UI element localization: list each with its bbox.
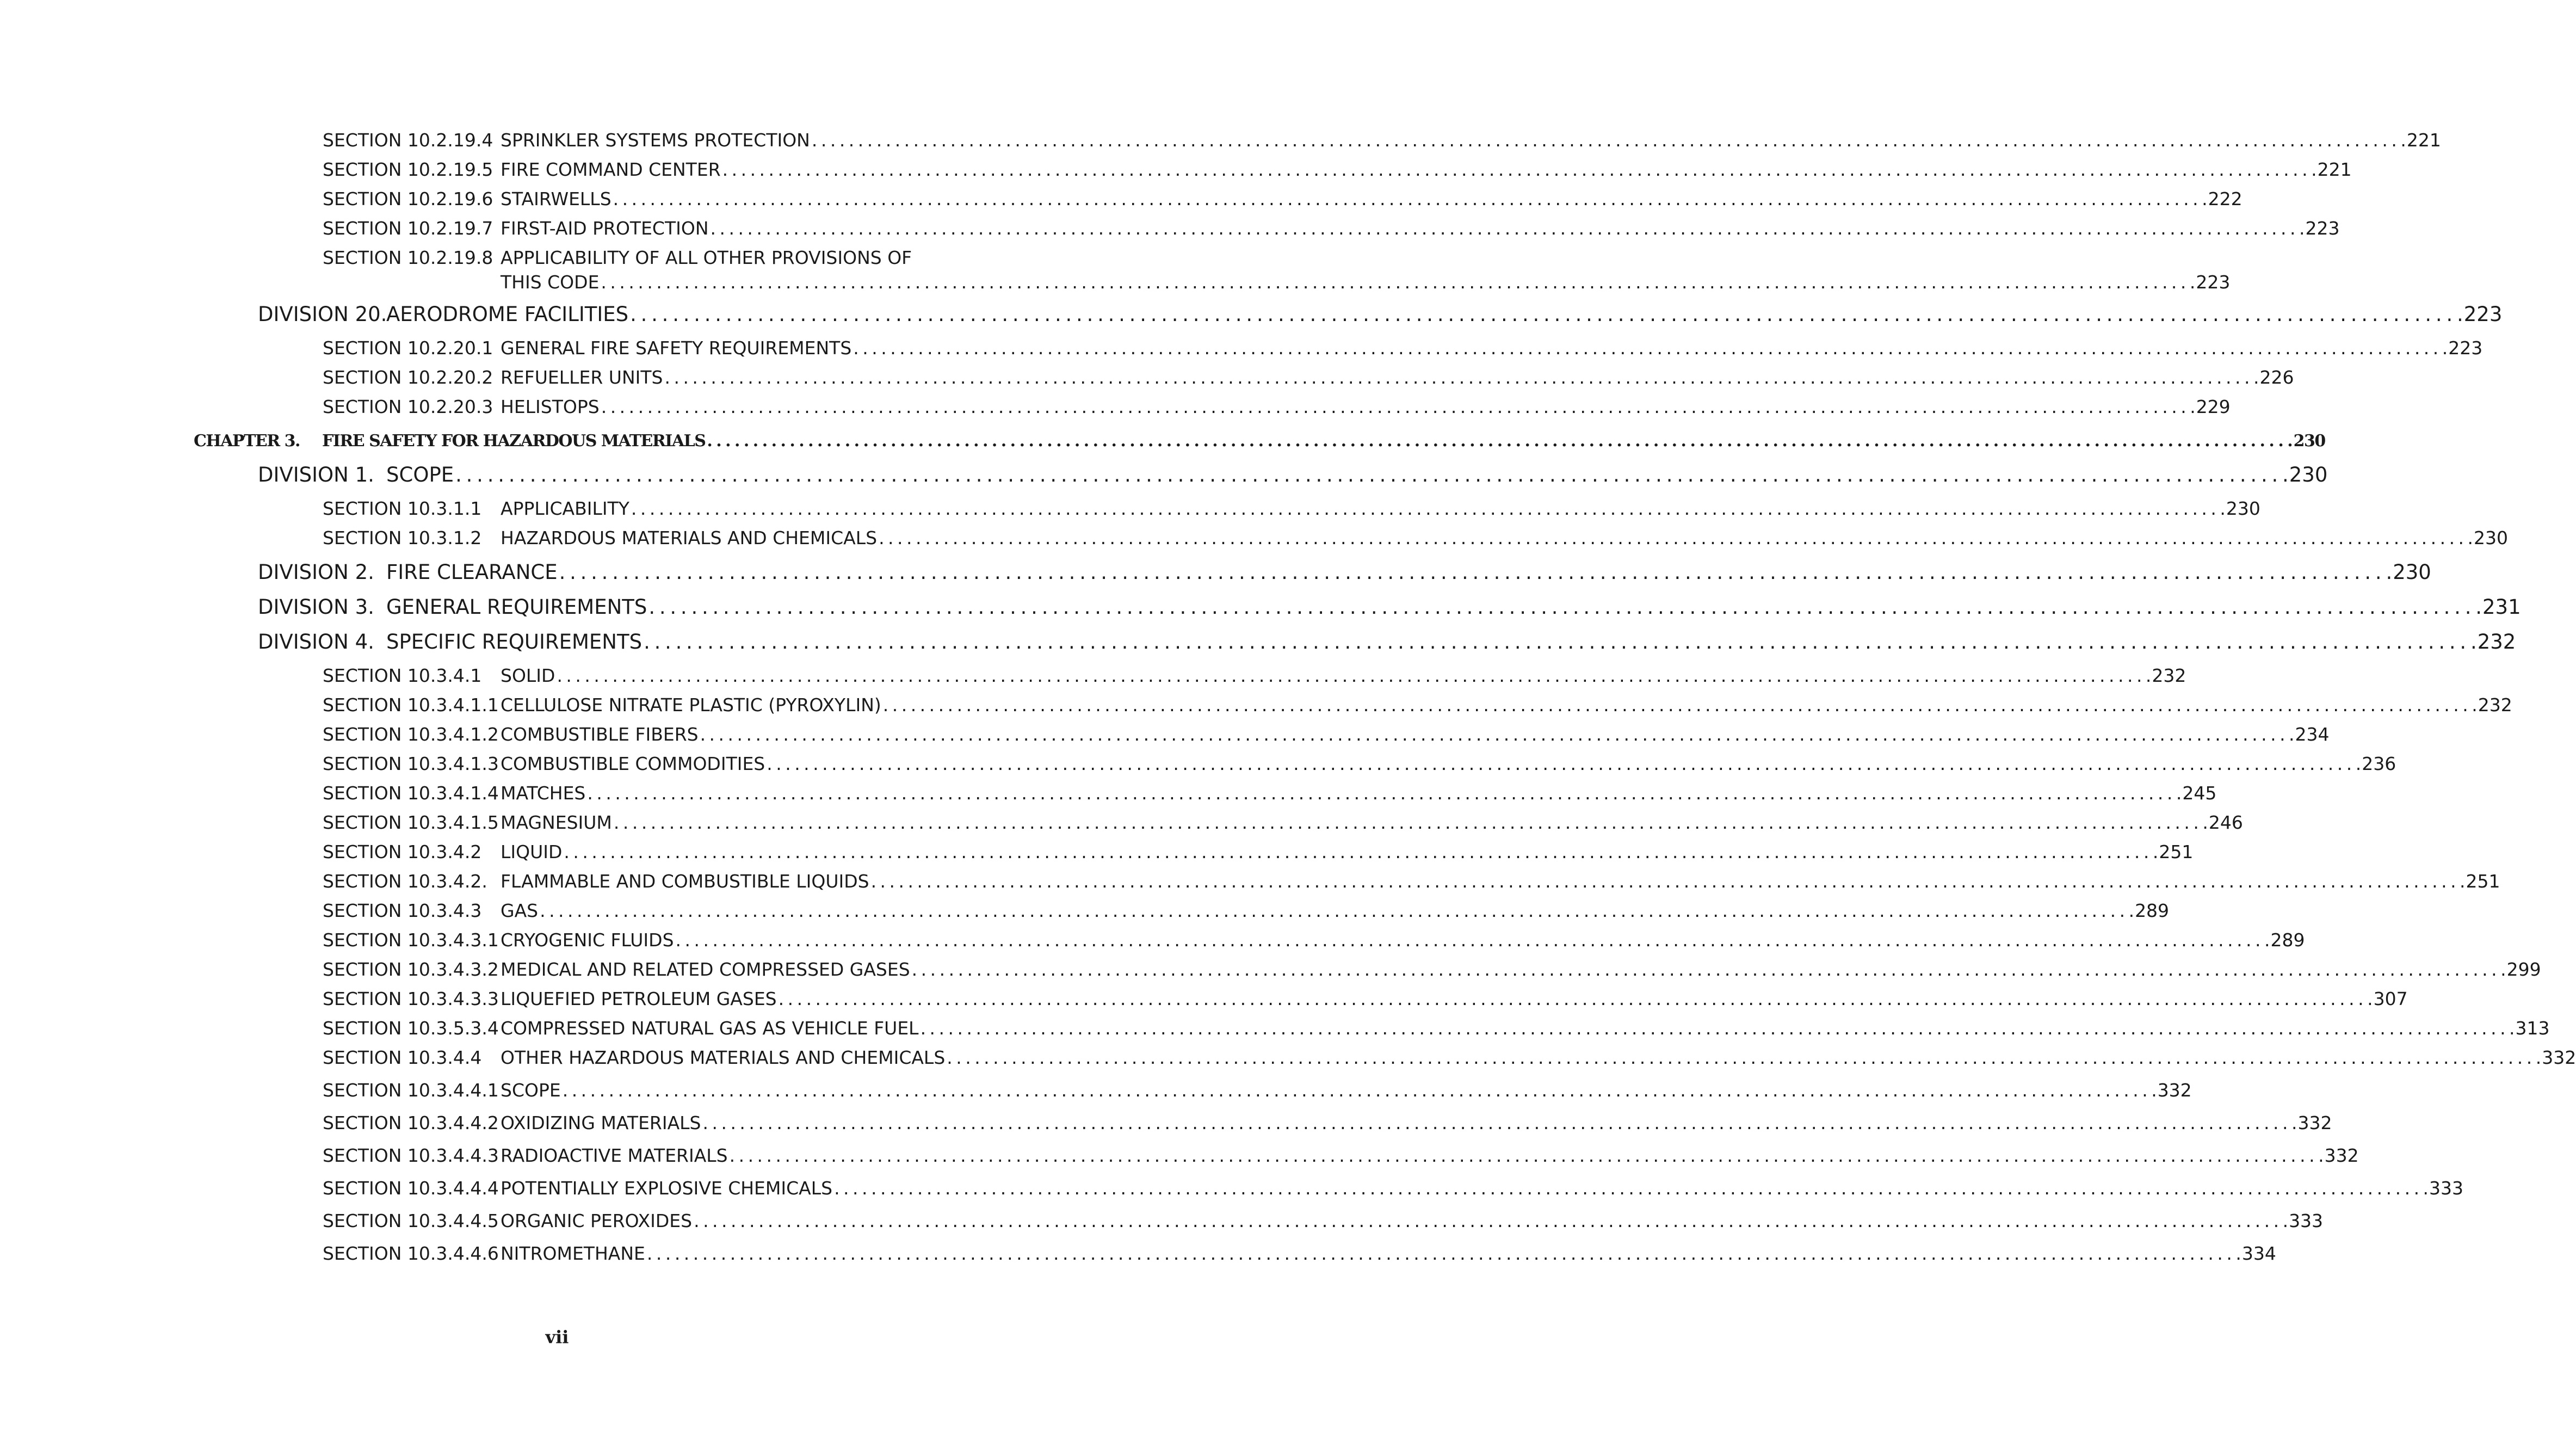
entry-number: SECTION 10.3.4.4.5 (323, 1210, 499, 1231)
entry-number: SECTION 10.2.20.2 (323, 367, 493, 388)
toc-entry-section (323, 218, 2340, 239)
entry-title: OXIDIZING MATERIALS (501, 1112, 701, 1133)
entry-page: 307 (2373, 988, 2408, 1009)
entry-title: COMBUSTIBLE COMMODITIES (501, 753, 765, 774)
entry-title: HELISTOPS (501, 396, 600, 417)
entry-page: 332 (2297, 1112, 2332, 1133)
toc-entry-section (323, 929, 2305, 951)
toc-entry-section (323, 959, 2541, 980)
entry-title: STAIRWELLS (501, 188, 611, 209)
dot-leader (613, 188, 2207, 209)
entry-number: SECTION 10.2.19.7 (323, 218, 493, 239)
toc-entry-section (323, 130, 2441, 151)
entry-page: 334 (2241, 1243, 2276, 1264)
dot-leader (455, 463, 2288, 486)
entry-number: SECTION 10.3.1.2 (323, 527, 482, 549)
toc-entry-section (323, 337, 2483, 359)
entry-page: 236 (2362, 753, 2396, 774)
entry-number: CHAPTER 3. (194, 432, 300, 451)
entry-title: APPLICABILITY (501, 498, 629, 519)
entry-title: ORGANIC PEROXIDES (501, 1210, 693, 1231)
entry-number: SECTION 10.3.4.3.3 (323, 988, 499, 1009)
entry-page: 223 (2196, 272, 2231, 293)
toc-entry-section (323, 1018, 2550, 1039)
dot-leader (722, 159, 2316, 180)
dot-leader (912, 959, 2505, 980)
toc-entry-section (323, 498, 2260, 519)
entry-number: SECTION 10.2.20.3 (323, 396, 493, 417)
toc-entry-division (258, 463, 2328, 486)
toc-entry-section (323, 247, 2231, 293)
dot-leader (700, 724, 2294, 745)
entry-title: FIRST-AID PROTECTION (501, 218, 709, 239)
dot-leader (879, 527, 2472, 549)
entry-number: SECTION 10.3.4.1.5 (323, 812, 499, 833)
toc-entry-section (323, 665, 2186, 686)
entry-number: SECTION 10.2.19.4 (323, 130, 493, 151)
entry-page: 332 (2157, 1080, 2192, 1101)
entry-number: SECTION 10.3.4.1.3 (323, 753, 499, 774)
entry-title: FIRE SAFETY FOR HAZARDOUS MATERIALS (322, 432, 706, 451)
toc-entry-section (323, 396, 2231, 417)
entry-title: SPECIFIC REQUIREMENTS (386, 630, 643, 654)
dot-leader (563, 1080, 2156, 1101)
entry-title: AERODROME FACILITIES (386, 303, 629, 326)
toc-entry-chapter (194, 432, 2325, 451)
entry-number: SECTION 10.2.20.1 (323, 337, 493, 359)
entry-page: 229 (2196, 396, 2231, 417)
toc-entry-section (323, 841, 2194, 862)
entry-page: 332 (2324, 1145, 2359, 1166)
entry-number: SECTION 10.3.4.3 (323, 900, 482, 921)
entry-page: 299 (2506, 959, 2541, 980)
entry-page: 234 (2295, 724, 2330, 745)
dot-leader (557, 665, 2150, 686)
entry-title: COMBUSTIBLE FIBERS (501, 724, 699, 745)
entry-page: 333 (2429, 1178, 2464, 1199)
dot-leader (630, 303, 2462, 326)
entry-title: LIQUEFIED PETROLEUM GASES (501, 988, 777, 1009)
entry-page: 223 (2463, 303, 2503, 326)
dot-leader (694, 1210, 2287, 1231)
entry-title: GENERAL REQUIREMENTS (386, 595, 647, 619)
entry-number: SECTION 10.3.4.1.1 (323, 694, 499, 716)
entry-number: SECTION 10.3.4.1.4 (323, 782, 499, 804)
toc-entry-division (258, 303, 2503, 326)
dot-leader (703, 1112, 2296, 1133)
entry-number: SECTION 10.3.4.4 (323, 1047, 482, 1068)
entry-title: FLAMMABLE AND COMBUSTIBLE LIQUIDS (501, 871, 869, 892)
entry-title-line1: APPLICABILITY OF ALL OTHER PROVISIONS OF (501, 247, 912, 268)
entry-title: RADIOACTIVE MATERIALS (501, 1145, 728, 1166)
toc-entry-section (323, 1145, 2359, 1166)
entry-number: DIVISION 2. (258, 560, 374, 584)
dot-leader (564, 841, 2157, 862)
entry-title: HAZARDOUS MATERIALS AND CHEMICALS (501, 527, 878, 549)
entry-page: 230 (2226, 498, 2260, 519)
entry-page: 289 (2270, 929, 2305, 951)
entry-title: SOLID (501, 665, 555, 686)
toc-entry-section (323, 871, 2500, 892)
entry-title: MEDICAL AND RELATED COMPRESSED GASES (501, 959, 910, 980)
entry-title: MAGNESIUM (501, 812, 612, 833)
entry-title: CELLULOSE NITRATE PLASTIC (PYROXYLIN) (501, 694, 881, 716)
entry-page: 251 (2466, 871, 2500, 892)
entry-page: 230 (2293, 432, 2325, 451)
entry-page: 230 (2474, 527, 2509, 549)
entry-title: POTENTIALLY EXPLOSIVE CHEMICALS (501, 1178, 833, 1199)
entry-number: SECTION 10.3.5.3.4 (323, 1018, 499, 1039)
toc-entry-section (323, 988, 2408, 1009)
dot-leader (853, 337, 2447, 359)
toc-entry-section (323, 753, 2396, 774)
entry-title: NITROMETHANE (501, 1243, 645, 1264)
dot-leader (587, 782, 2180, 804)
entry-page: 251 (2159, 841, 2194, 862)
entry-page: 221 (2317, 159, 2352, 180)
entry-title: OTHER HAZARDOUS MATERIALS AND CHEMICALS (501, 1047, 946, 1068)
dot-leader (647, 1243, 2240, 1264)
toc-entry-section (323, 159, 2352, 180)
dot-leader (947, 1047, 2540, 1068)
entry-title: SPRINKLER SYSTEMS PROTECTION (501, 130, 810, 151)
entry-number: SECTION 10.2.19.8 (323, 247, 493, 268)
dot-leader (921, 1018, 2514, 1039)
toc-entry-section (323, 527, 2509, 549)
dot-leader (676, 929, 2269, 951)
dot-leader (707, 432, 2291, 451)
dot-leader (883, 694, 2476, 716)
entry-page: 246 (2208, 812, 2243, 833)
entry-page: 245 (2182, 782, 2217, 804)
dot-leader (834, 1178, 2427, 1199)
entry-page: 232 (2152, 665, 2186, 686)
entry-page: 289 (2135, 900, 2170, 921)
toc-entry-section (323, 724, 2330, 745)
page-number: vii (545, 1327, 569, 1347)
toc-entry-section (323, 188, 2243, 209)
entry-title: GAS (501, 900, 539, 921)
entry-title: SCOPE (501, 1080, 561, 1101)
dot-leader (711, 218, 2304, 239)
entry-page: 231 (2482, 595, 2521, 619)
dot-leader (631, 498, 2225, 519)
entry-number: SECTION 10.3.1.1 (323, 498, 482, 519)
dot-leader (767, 753, 2360, 774)
toc-entry-division (258, 595, 2521, 619)
dot-leader (601, 272, 2194, 293)
toc-entry-section (323, 1178, 2464, 1199)
dot-leader (812, 130, 2405, 151)
entry-number: SECTION 10.3.4.3.1 (323, 929, 499, 951)
entry-number: SECTION 10.3.4.2. (323, 871, 487, 892)
dot-leader (648, 595, 2481, 619)
toc-entry-section (323, 812, 2243, 833)
entry-number: DIVISION 20. (258, 303, 387, 326)
entry-number: SECTION 10.3.4.1.2 (323, 724, 499, 745)
dot-leader (614, 812, 2207, 833)
toc-entry-section (323, 367, 2294, 388)
entry-title: REFUELLER UNITS (501, 367, 663, 388)
toc-entry-section (323, 900, 2170, 921)
entry-number: DIVISION 1. (258, 463, 374, 486)
entry-page: 226 (2259, 367, 2294, 388)
entry-title: COMPRESSED NATURAL GAS AS VEHICLE FUEL (501, 1018, 919, 1039)
toc-entry-section (323, 1243, 2276, 1264)
entry-title: SCOPE (386, 463, 454, 486)
toc-entry-section (323, 1112, 2332, 1133)
entry-number: DIVISION 4. (258, 630, 374, 654)
entry-title: FIRE COMMAND CENTER (501, 159, 721, 180)
entry-number: SECTION 10.2.19.5 (323, 159, 493, 180)
entry-page: 333 (2289, 1210, 2324, 1231)
entry-title: MATCHES (501, 782, 586, 804)
entry-page: 313 (2515, 1018, 2550, 1039)
entry-number: SECTION 10.3.4.1 (323, 665, 482, 686)
dot-leader (779, 988, 2372, 1009)
dot-leader (644, 630, 2476, 654)
entry-number: SECTION 10.3.4.2 (323, 841, 482, 862)
dot-leader (540, 900, 2133, 921)
entry-number: SECTION 10.3.4.3.2 (323, 959, 499, 980)
toc-entry-section (323, 782, 2217, 804)
entry-page: 223 (2305, 218, 2340, 239)
toc-entry-division (258, 560, 2431, 584)
entry-page: 332 (2542, 1047, 2576, 1068)
entry-page: 230 (2393, 560, 2431, 584)
entry-page: 230 (2289, 463, 2328, 486)
entry-title: FIRE CLEARANCE (386, 560, 558, 584)
toc-entry-section (323, 694, 2512, 716)
entry-title: CRYOGENIC FLUIDS (501, 929, 674, 951)
toc-entry-section (323, 1080, 2192, 1101)
entry-number: SECTION 10.3.4.4.6 (323, 1243, 499, 1264)
entry-number: DIVISION 3. (258, 595, 374, 619)
entry-page: 222 (2208, 188, 2243, 209)
entry-number: SECTION 10.3.4.4.2 (323, 1112, 499, 1133)
entry-number: SECTION 10.3.4.4.1 (323, 1080, 499, 1101)
dot-leader (601, 396, 2195, 417)
entry-title: LIQUID (501, 841, 563, 862)
entry-page: 232 (2478, 694, 2512, 716)
entry-number: SECTION 10.3.4.4.3 (323, 1145, 499, 1166)
dot-leader (730, 1145, 2323, 1166)
toc-entry-division (258, 630, 2516, 654)
entry-title-line2: THIS CODE (501, 272, 600, 293)
toc-entry-section (323, 1210, 2324, 1231)
entry-number: SECTION 10.2.19.6 (323, 188, 493, 209)
entry-page: 232 (2477, 630, 2516, 654)
entry-page: 221 (2406, 130, 2441, 151)
dot-leader (871, 871, 2464, 892)
entry-number: SECTION 10.3.4.4.4 (323, 1178, 499, 1199)
toc-entry-section (323, 1047, 2576, 1068)
dot-leader (664, 367, 2258, 388)
dot-leader (559, 560, 2392, 584)
entry-page: 223 (2448, 337, 2483, 359)
entry-title: GENERAL FIRE SAFETY REQUIREMENTS (501, 337, 852, 359)
